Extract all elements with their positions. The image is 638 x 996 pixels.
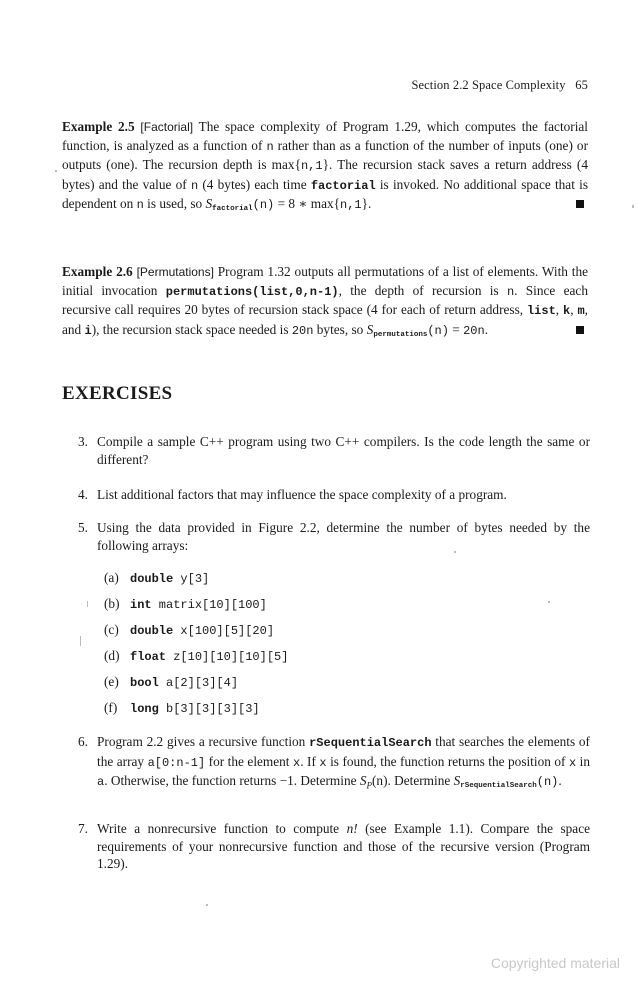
exercise-7: 7. Write a nonrecursive function to compute n! (see Example 1.1). Compare the space requirements of your nonrecursive function and those of the recursive version (Program 1.29). [78,821,590,872]
exercises-heading: EXERCISES [62,383,173,404]
exercise-4: 4. List additional factors that may influence the space complexity of a program. [78,487,507,502]
array-item: (b) int matrix[10][100] [104,596,267,612]
end-of-example-square [576,200,584,208]
example-tag: [Permutations] [136,265,214,279]
end-of-example-square [576,326,584,334]
example-label: Example 2.6 [62,264,133,279]
scan-speck [206,904,208,906]
scan-speck [632,205,634,208]
array-item: (d) float z[10][10][10][5] [104,648,289,664]
copyright-watermark: Copyrighted material [490,955,620,971]
exercise-6: 6. Program 2.2 gives a recursive function rSequentialSearch that searches the elements of the array a[0:n-1] for the element x. If x is found, the function returns the position of x in a. Otherwise, the function returns −1. Determine $S_P(n)$. Determine $S_{rSequentialSearch}(n)$. [78,734,590,791]
example-2-5: Example 2.5 [Factorial] The space complexity of Program 1.29, which computes the factorial function, is analyzed as a function of n rather than as a function of the number of inputs (one) or outputs (one). The recursion depth is max{n,1}. The recursion stack saves a return address (4 bytes) and the value of n (4 bytes) each time factorial is invoked. No additional space that is dependent on n is used, so $S_{factorial}(n) = 8$ ∗ max{n,1}. [62,119,589,214]
example-tag: [Factorial] [140,120,194,134]
exercise-5: 5. Using the data provided in Figure 2.2, determine the number of bytes needed by the following arrays: [78,520,590,553]
exercise-3: 3. Compile a sample C++ program using two C++ compilers. Is the code length the same or different? [78,434,590,467]
example-2-6: Example 2.6 [Permutations] Program 1.32 outputs all permutations of a list of elements. With the initial invocation permutations(list,0,n-1), the depth of recursion is n. Since each recursive call requires 20 bytes of recursion stack space (4 for each of return address, list, k, m, and i), the recursion stack space needed is 20n bytes, so $S_{permutations}(n) = 20n$. [62,264,588,339]
array-item: (a) double y[3] [104,570,210,586]
running-head [411,78,588,93]
scan-speck [454,551,456,553]
scan-speck [548,601,550,603]
example-label: Example 2.5 [62,119,135,134]
scan-speck [87,601,88,607]
array-item: (c) double x[100][5][20] [104,622,275,638]
scan-speck [80,636,81,646]
scan-speck [55,170,57,172]
array-item: (e) bool a[2][3][4] [104,674,239,690]
section-title: Section 2.2 Space Complexity [411,78,566,92]
array-item: (f) long b[3][3][3][3] [104,700,260,716]
page-number: 65 [575,78,588,92]
